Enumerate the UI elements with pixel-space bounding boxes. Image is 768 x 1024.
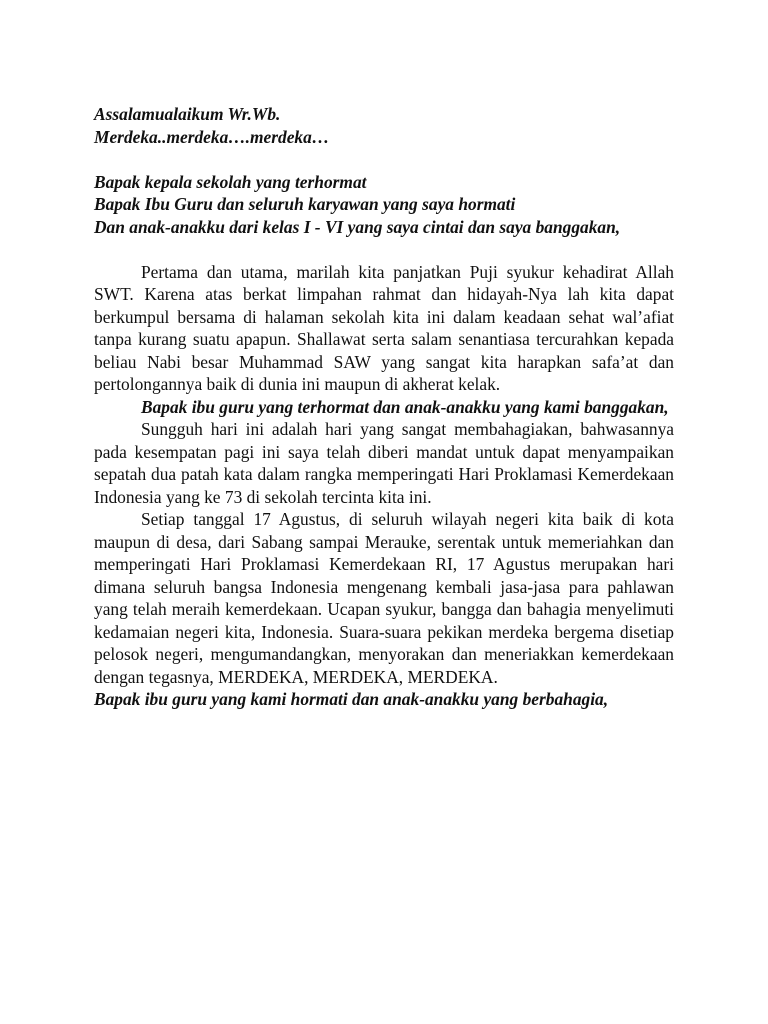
addressee-line: Dan anak-anakku dari kelas I - VI yang saya cintai dan saya banggakan,	[94, 216, 621, 237]
greeting-line: Merdeka..merdeka….merdeka…	[94, 126, 330, 147]
addressee-line: Bapak kepala sekolah yang terhormat	[94, 171, 367, 192]
paragraph-body: Setiap tanggal 17 Agustus, di seluruh wilayah negeri kita baik di kota maupun di desa, dari Sabang sampai Merauke, serentak untuk memeriahkan dan memperingati Hari Proklamasi Kemerdekaan RI, 17 Agustus merupakan hari dimana seluruh bangsa Indonesia mengenang kembali jasa-jasa para pahlawan yang telah meraih kemerdekaan. Ucapan syukur, bangga dan bahagia menyelimuti kedamaian negeri kita, Indonesia. Suara-suara pekikan merdeka bergema disetiap pelosok negeri, mengumandangkan, menyorakan dan meneriakkan kemerdekaan dengan tegasnya, MERDEKA, MERDEKA, MERDEKA.	[94, 509, 674, 687]
paragraph-body: Sungguh hari ini adalah hari yang sangat membahagiakan, bahwasannya pada kesempatan pagi ini saya telah diberi mandat untuk dapat menyampaikan sepatah dua patah kata dalam rangka memperingati Hari Proklamasi Kemerdekaan Indonesia yang ke 73 di sekolah tercinta kita ini.	[94, 419, 674, 507]
document-page	[94, 103, 674, 711]
addressee-line: Bapak Ibu Guru dan seluruh karyawan yang saya hormati	[94, 194, 516, 214]
salutation-heading: Bapak ibu guru yang terhormat dan anak-anakku yang kami banggakan,	[141, 396, 669, 417]
paragraph-opening: Pertama dan utama, marilah kita panjatkan Puji syukur kehadirat Allah SWT. Karena atas berkat limpahan rahmat dan hidayah-Nya lah kita dapat berkumpul bersama di halaman sekolah kita ini dalam keadaan sehat wal’afiat tanpa kurang suatu apapun. Shallawat serta salam senantiasa tercurahkan kepada beliau Nabi besar Muhammad SAW yang sangat kita harapkan safa’at dan pertolongannya baik di dunia ini maupun di akherat kelak.	[94, 261, 674, 394]
addressee-list	[94, 171, 674, 239]
opening-greeting	[94, 103, 674, 148]
salutation-heading: Bapak ibu guru yang kami hormati dan anak-anakku yang berbahagia,	[94, 689, 609, 709]
greeting-line: Assalamualaikum Wr.Wb.	[94, 104, 281, 124]
